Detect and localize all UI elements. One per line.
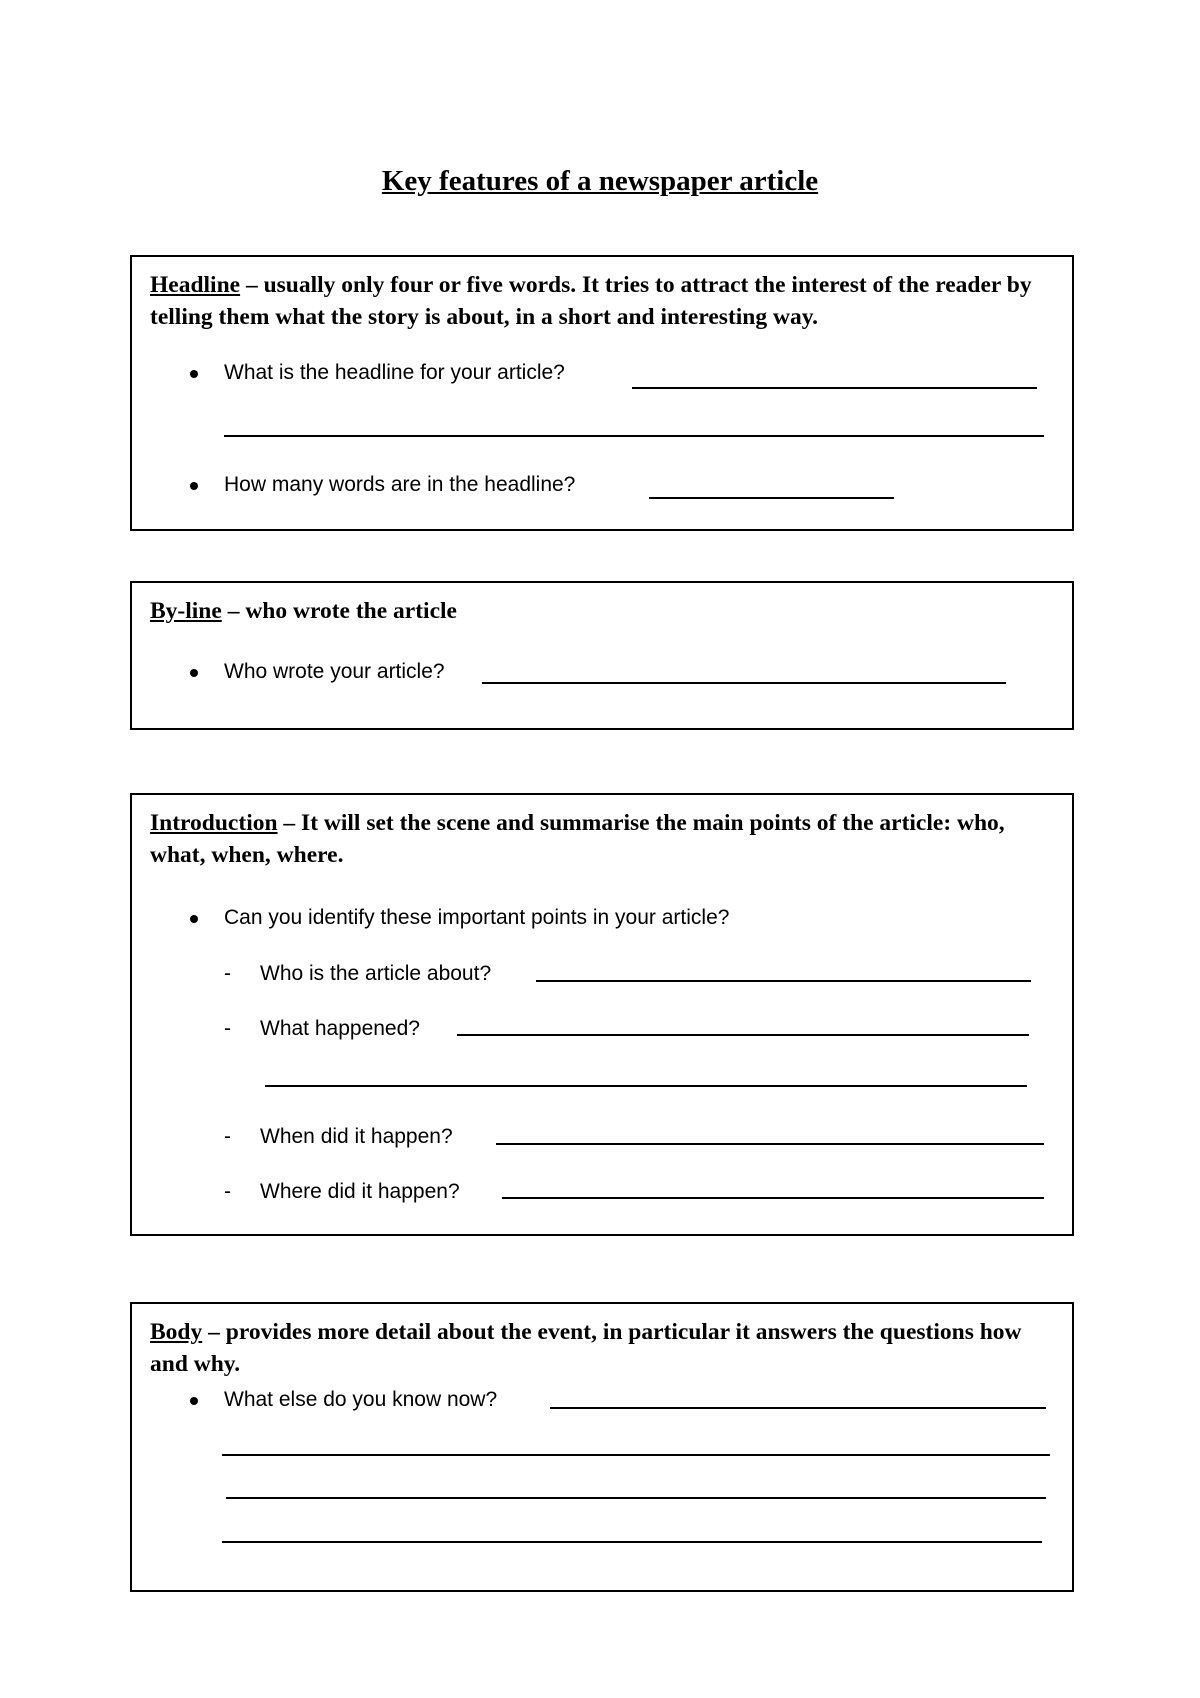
word-count-question: How many words are in the headline?	[224, 473, 576, 496]
who-question: Who is the article about?	[260, 962, 492, 985]
body-answer-line-2[interactable]	[222, 1454, 1050, 1456]
body-answer-line[interactable]	[550, 1407, 1046, 1409]
introduction-question: Can you identify these important points in your article?	[224, 906, 730, 929]
where-question: Where did it happen?	[260, 1180, 460, 1203]
dash-marker: -	[224, 962, 231, 985]
byline-description	[150, 595, 1042, 627]
where-answer-line[interactable]	[502, 1197, 1044, 1199]
introduction-term: Introduction	[150, 810, 278, 836]
introduction-description	[150, 807, 1042, 871]
introduction-section	[130, 793, 1074, 1236]
byline-answer-line[interactable]	[482, 682, 1006, 684]
bullet	[190, 915, 198, 923]
headline-question: What is the headline for your article?	[224, 361, 565, 384]
headline-term: Headline	[150, 272, 241, 298]
byline-term: By-line	[150, 598, 222, 624]
introduction-text: – It will set the scene and summarise the main points of the article: who, what, when, where.	[150, 810, 1005, 868]
when-answer-line[interactable]	[496, 1143, 1044, 1145]
headline-answer-line[interactable]	[632, 387, 1037, 389]
body-answer-line-4[interactable]	[222, 1541, 1042, 1543]
dash-marker: -	[224, 1125, 231, 1148]
when-question: When did it happen?	[260, 1125, 453, 1148]
bullet	[190, 370, 198, 378]
what-answer-line-2[interactable]	[265, 1085, 1027, 1087]
dash-marker: -	[224, 1017, 231, 1040]
bullet	[190, 482, 198, 490]
headline-section	[130, 255, 1074, 531]
page-title: Key features of a newspaper article	[381, 165, 819, 197]
headline-answer-line-2[interactable]	[224, 435, 1044, 437]
byline-question: Who wrote your article?	[224, 660, 445, 683]
body-section	[130, 1302, 1074, 1592]
bullet	[190, 1397, 198, 1405]
body-answer-line-3[interactable]	[226, 1497, 1046, 1499]
what-answer-line[interactable]	[457, 1034, 1029, 1036]
word-count-answer-line[interactable]	[649, 497, 894, 499]
bullet	[190, 669, 198, 677]
who-answer-line[interactable]	[536, 980, 1031, 982]
body-term: Body	[150, 1319, 203, 1345]
body-description	[150, 1316, 1042, 1380]
body-question: What else do you know now?	[224, 1388, 498, 1411]
byline-section	[130, 581, 1074, 730]
byline-text: – who wrote the article	[221, 598, 457, 624]
body-text: – provides more detail about the event, in particular it answers the questions how and why.	[150, 1319, 1022, 1377]
headline-description	[150, 269, 1042, 333]
what-question: What happened?	[260, 1017, 420, 1040]
headline-text: – usually only four or five words. It tries to attract the interest of the reader by telling them what the story is about, in a short and interesting way.	[150, 272, 1032, 330]
dash-marker: -	[224, 1180, 231, 1203]
